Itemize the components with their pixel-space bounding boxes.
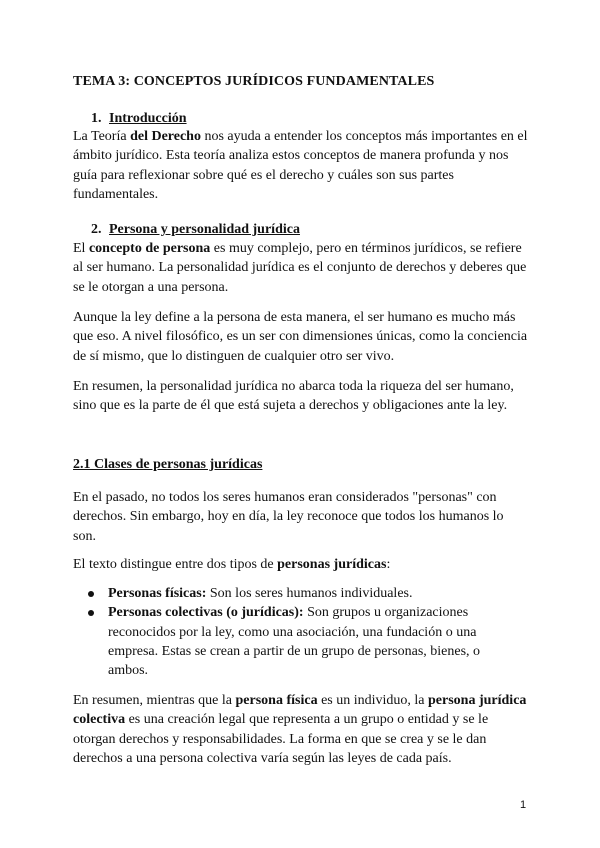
text-run: El texto distingue entre dos tipos de (73, 557, 278, 572)
section-heading-introduccion (91, 111, 187, 127)
text-run: En resumen, mientras que la (73, 693, 236, 708)
paragraph-filosofico: Aunque la ley define a la persona de esta manera, el ser humano es mucho más que eso. A nivel filosófico, es un ser con dimensiones únicas, como la conciencia de sí mismo, que lo distinguen de cualquier otro ser vivo. (73, 310, 528, 364)
paragraph-concepto-persona (73, 239, 528, 297)
list-item (88, 584, 518, 603)
text-run: El (73, 241, 89, 256)
subsection-heading-clases: 2.1 Clases de personas jurídicas (73, 457, 263, 472)
bold-run: personas jurídicas (277, 557, 387, 572)
text-run: es muy complejo, pero en términos jurídicos, se refiere al ser humano. La personalidad jurídica es el conjunto de derechos y deberes que se le otorgan a una persona. (73, 241, 527, 295)
text-run: Son grupos u organizaciones reconocidos por la ley, como una asociación, una fundación o una empresa. Estas se crean a partir de un grupo de personas, bienes, o ambos. (108, 605, 481, 679)
bullet-list (88, 584, 518, 680)
text-run: : (386, 557, 391, 572)
bold-run: persona física (235, 693, 318, 708)
bold-run: concepto de persona (88, 241, 211, 256)
page-number: 1 (520, 799, 527, 811)
bold-run: Personas colectivas (o jurídicas): (108, 605, 304, 621)
document-title: TEMA 3: CONCEPTOS JURÍDICOS FUNDAMENTALES (73, 74, 435, 89)
paragraph-resumen-clases (73, 691, 528, 768)
bullet-icon (88, 591, 94, 597)
text-run: nos ayuda a entender los conceptos más importantes en el ámbito jurídico. Esta teoría analiza estos conceptos de manera profunda y nos guía para reflexionar sobre qué es el derecho y cuáles son sus partes fundamentales. (73, 129, 528, 202)
paragraph-resumen-personalidad: En resumen, la personalidad jurídica no abarca toda la riqueza del ser humano, sino que es la parte de él que está sujeta a derechos y obligaciones ante la ley. (73, 379, 514, 414)
section-number: 1. (91, 111, 102, 126)
text-run: es un individuo, la (317, 693, 429, 708)
paragraph-tipos (73, 555, 528, 574)
section-number: 2. (91, 222, 102, 237)
text-run: es una creación legal que representa a un grupo o entidad y se le otorgan derechos y responsabilidades. La forma en que se crea y se le dan derechos a una persona colectiva varía según las leyes de cada país. (73, 712, 489, 766)
text-run: La Teoría (73, 129, 131, 144)
bold-run: del Derecho (130, 129, 201, 144)
bold-run: Personas físicas: (108, 586, 207, 601)
section-heading-persona (91, 222, 300, 238)
bold-run: persona jurídica colectiva (73, 693, 527, 728)
section-title: Introducción (109, 111, 187, 126)
paragraph-pasado: En el pasado, no todos los seres humanos eran considerados "personas" con derechos. Sin embargo, hoy en día, la ley reconoce que todos los humanos lo son. (73, 490, 504, 544)
list-item (88, 603, 518, 680)
paragraph-introduccion (73, 127, 528, 204)
bullet-icon (88, 610, 94, 616)
section-title: Persona y personalidad jurídica (109, 222, 300, 237)
text-run: Son los seres humanos individuales. (206, 586, 413, 601)
